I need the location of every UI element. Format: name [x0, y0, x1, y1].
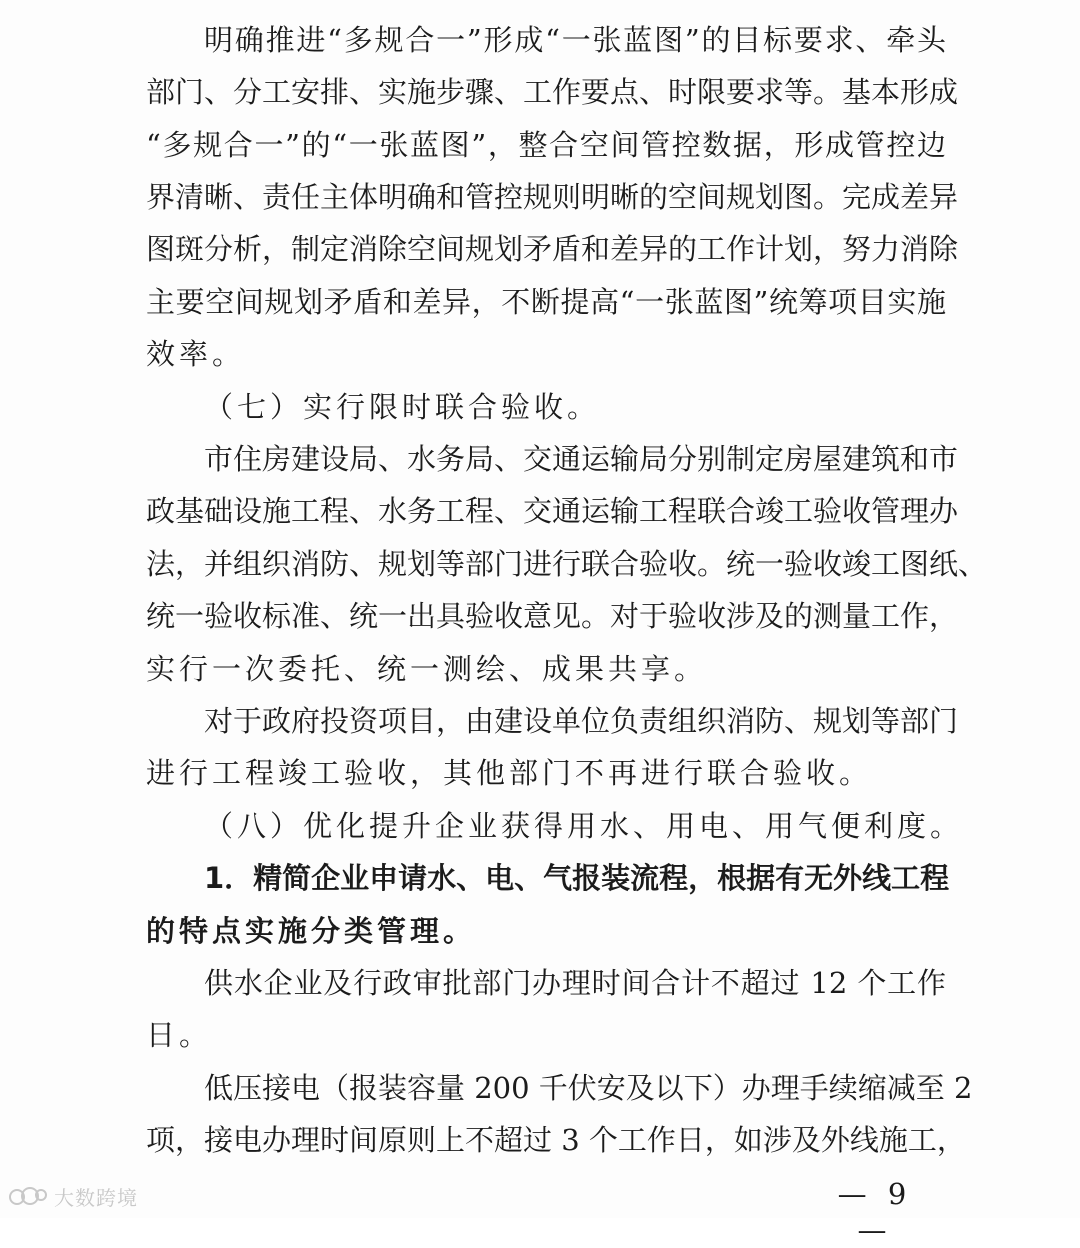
watermark-logo-icon — [8, 1183, 48, 1209]
text-line-19: 供水企业及行政审批部门办理时间合计不超过 12 个工作 — [204, 966, 946, 1000]
bold-heading-line-1: 1．精简企业申请水、电、气报装流程，根据有无外线工程 — [204, 861, 950, 895]
text-line-2: 部门、分工安排、实施步骤、工作要点、时限要求等。基本形成 — [146, 75, 959, 109]
watermark — [8, 1181, 138, 1211]
text-line-10: 政基础设施工程、水务工程、交通运输工程联合竣工验收管理办 — [146, 494, 959, 528]
page-number: — 9 — — [837, 1177, 913, 1247]
text-line-14: 对于政府投资项目，由建设单位负责组织消防、规划等部门 — [204, 704, 959, 738]
text-line-1: 明确推进“多规合一”形成“一张蓝图”的目标要求、牵头 — [204, 23, 946, 57]
text-line-21: 低压接电（报装容量 200 千伏安及以下）办理手续缩减至 2 — [204, 1071, 973, 1105]
text-line-7: 效率。 — [146, 337, 246, 371]
section-heading-7: （七）实行限时联合验收。 — [204, 390, 601, 424]
text-line-9: 市住房建设局、水务局、交通运输局分别制定房屋建筑和市 — [204, 442, 959, 476]
text-line-22: 项，接电办理时间原则上不超过 3 个工作日，如涉及外线施工， — [146, 1123, 966, 1157]
text-line-11: 法，并组织消防、规划等部门进行联合验收。统一验收竣工图纸、 — [146, 547, 988, 581]
text-line-5: 图斑分析，制定消除空间规划矛盾和差异的工作计划，努力消除 — [146, 232, 959, 266]
watermark-text: 大数跨境 — [54, 1185, 138, 1210]
text-line-6: 主要空间规划矛盾和差异，不断提高“一张蓝图”统筹项目实施 — [146, 285, 946, 319]
text-line-4: 界清晰、责任主体明确和管控规则明晰的空间规划图。完成差异 — [146, 180, 959, 214]
section-heading-8: （八）优化提升企业获得用水、用电、用气便利度。 — [204, 809, 964, 843]
text-line-3: “多规合一”的“一张蓝图”，整合空间管控数据，形成管控边 — [146, 128, 946, 162]
text-line-13: 实行一次委托、统一测绘、成果共享。 — [146, 652, 708, 686]
text-line-12: 统一验收标准、统一出具验收意见。对于验收涉及的测量工作， — [146, 599, 959, 633]
text-line-20: 日。 — [146, 1018, 213, 1052]
bold-heading-line-2: 的特点实施分类管理。 — [146, 914, 477, 948]
text-line-15: 进行工程竣工验收，其他部门不再进行联合验收。 — [146, 756, 873, 790]
